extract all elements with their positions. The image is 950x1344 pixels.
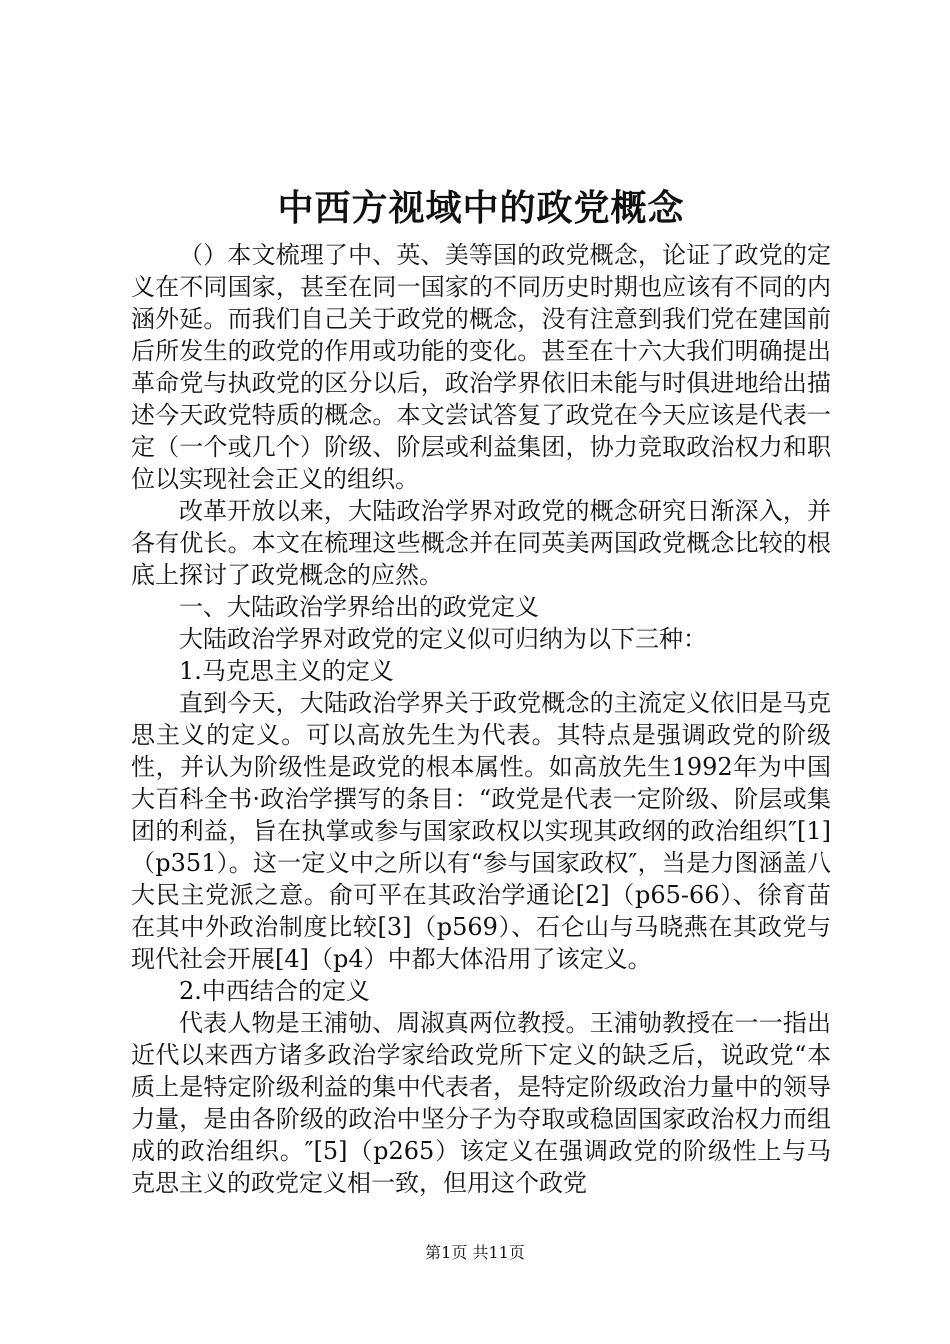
paragraph-summary: 大陆政治学界对政党的定义似可归纳为以下三种：	[179, 625, 707, 653]
paragraph-abstract: （）本文梳理了中、英、美等国的政党概念，论证了政党的定义在不同国家，甚至在同一国家的不同历史时期也应该有不同的内涵外延。而我们自己关于政党的概念，没有注意到我们党在建国前后所发生的政党的作用或功能的变化。甚至在十六大我们明确提出革命党与执政党的区分以后，政治学界依旧未能与时俱进地给出描述今天政党特质的概念。本文尝试答复了政党在今天应该是代表一定（一个或几个）阶级、阶层或利益集团，协力竞取政治权力和职位以实现社会正义的组织。	[131, 241, 831, 493]
page-total: 共11页	[472, 1243, 525, 1262]
paragraph-marxist-definition: 直到今天，大陆政治学界关于政党概念的主流定义依旧是马克思主义的定义。可以高放先生为代表。其特点是强调政党的阶级性，并认为阶级性是政党的根本属性。如高放先生1992年为中国大百科全书·政治学撰写的条目：“政党是代表一定阶级、阶层或集团的利益，旨在执掌或参与国家政权以实现其政纲的政治组织″[1]（p351）。这一定义中之所以有“参与国家政权″，当是力图涵盖八大民主党派之意。俞可平在其政治学通论[2]（p65-66）、徐育苗在其中外政治制度比较[3]（p569）、石仑山与马晓燕在其政党与现代社会开展[4]（p4）中都大体沿用了该定义。	[131, 689, 831, 973]
subheading-combined-definition: 2.中西结合的定义	[179, 977, 370, 1005]
page-footer	[0, 1242, 950, 1264]
section-heading-1: 一、大陆政治学界给出的政党定义	[179, 593, 539, 621]
document-page	[131, 183, 831, 1199]
subheading-marxist-definition: 1.马克思主义的定义	[179, 657, 394, 685]
paragraph-intro: 改革开放以来，大陆政治学界对政党的概念研究日渐深入，并各有优长。本文在梳理这些概念并在同英美两国政党概念比较的根底上探讨了政党概念的应然。	[131, 497, 831, 589]
document-title: 中西方视域中的政党概念	[277, 187, 685, 229]
paragraph-combined-definition: 代表人物是王浦劬、周淑真两位教授。王浦劬教授在一一指出近代以来西方诸多政治学家给政党所下定义的缺乏后，说政党“本质上是特定阶级利益的集中代表者，是特定阶级政治力量中的领导力量，是由各阶级的政治中坚分子为夺取或稳固国家政治权力而组成的政治组织。″[5]（p265）该定义在强调政党的阶级性上与马克思主义的政党定义相一致，但用这个政党	[131, 1009, 831, 1197]
page-number: 第1页	[425, 1243, 468, 1262]
